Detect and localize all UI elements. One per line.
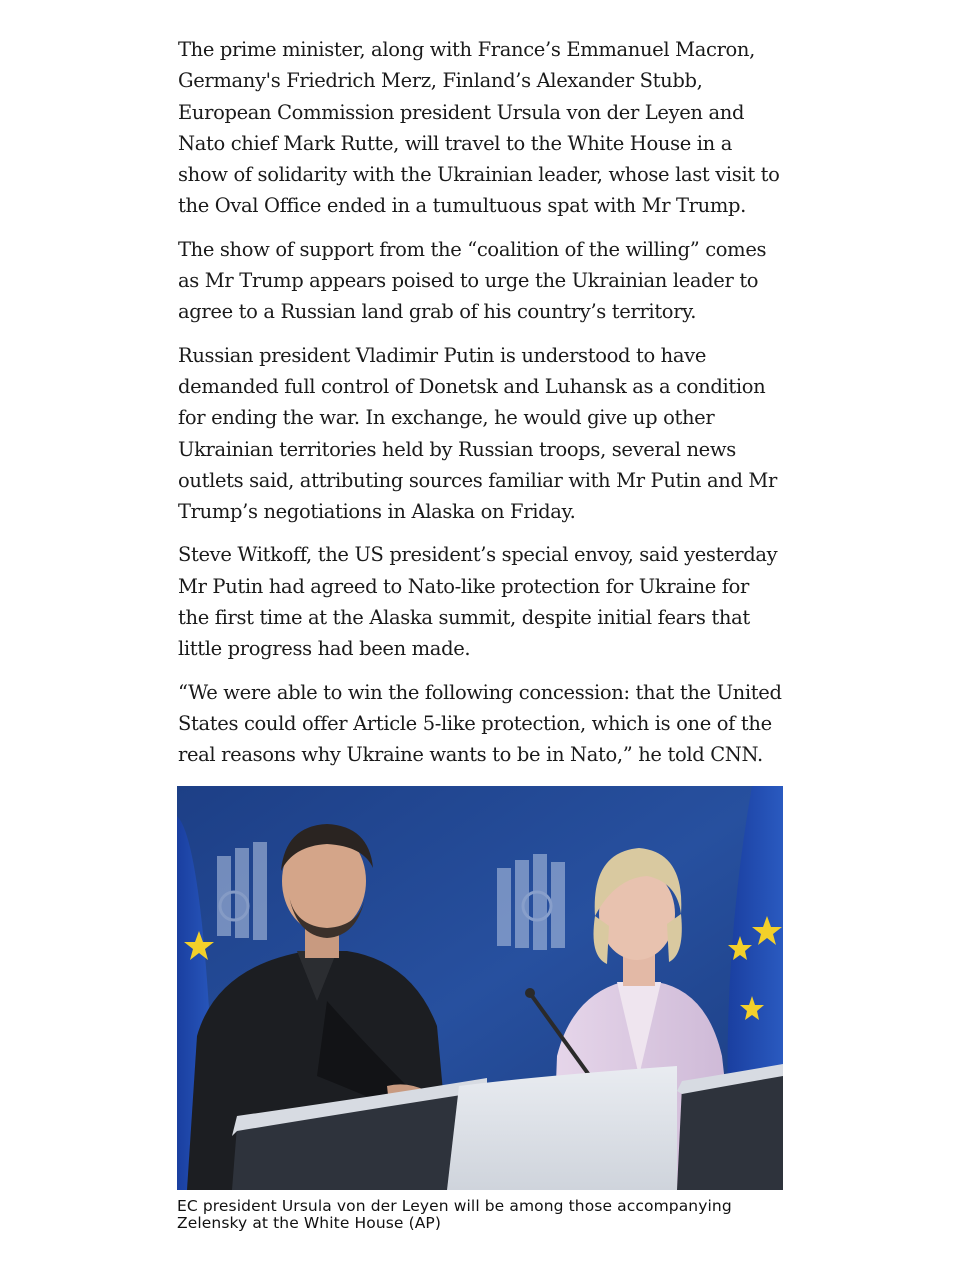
- article-paragraph: “We were able to win the following concession: that the United States could offer Article 5-like protection, which is one of the real reasons why Ukraine wants to be in Nato,” he told CNN.: [178, 680, 782, 767]
- photo-caption: EC president Ursula von der Leyen will be among those accompanying Zelensky at the White House (AP): [177, 1197, 732, 1232]
- article-body: [178, 34, 783, 783]
- article-figure: [177, 786, 783, 1231]
- press-conference-photo: [177, 786, 783, 1190]
- article-paragraph: The show of support from the “coalition of the willing” comes as Mr Trump appears poised to urge the Ukrainian leader to agree to a Russian land grab of his country’s territory.: [178, 237, 767, 324]
- article-paragraph: The prime minister, along with France’s Emmanuel Macron, Germany's Friedrich Merz, Finland’s Alexander Stubb, European Commission president Ursula von der Leyen and Nato chief Mark Rutte, will travel to the White House in a show of solidarity with the Ukrainian leader, whose last visit to the Oval Office ended in a tumultuous spat with Mr Trump.: [178, 38, 780, 218]
- eu-logo-left: [217, 842, 267, 940]
- article-paragraph: Russian president Vladimir Putin is understood to have demanded full control of Donetsk and Luhansk as a condition for ending the war. In exchange, he would give up other Ukrainian territories held by Russian troops, several news outlets said, attributing sources familiar with Mr Putin and Mr Trump’s negotiations in Alaska on Friday.: [178, 343, 778, 524]
- article-paragraph: Steve Witkoff, the US president’s special envoy, said yesterday Mr Putin had agreed to Nato-like protection for Ukraine for the first time at the Alaska summit, despite initial fears that little progress had been made.: [178, 543, 778, 661]
